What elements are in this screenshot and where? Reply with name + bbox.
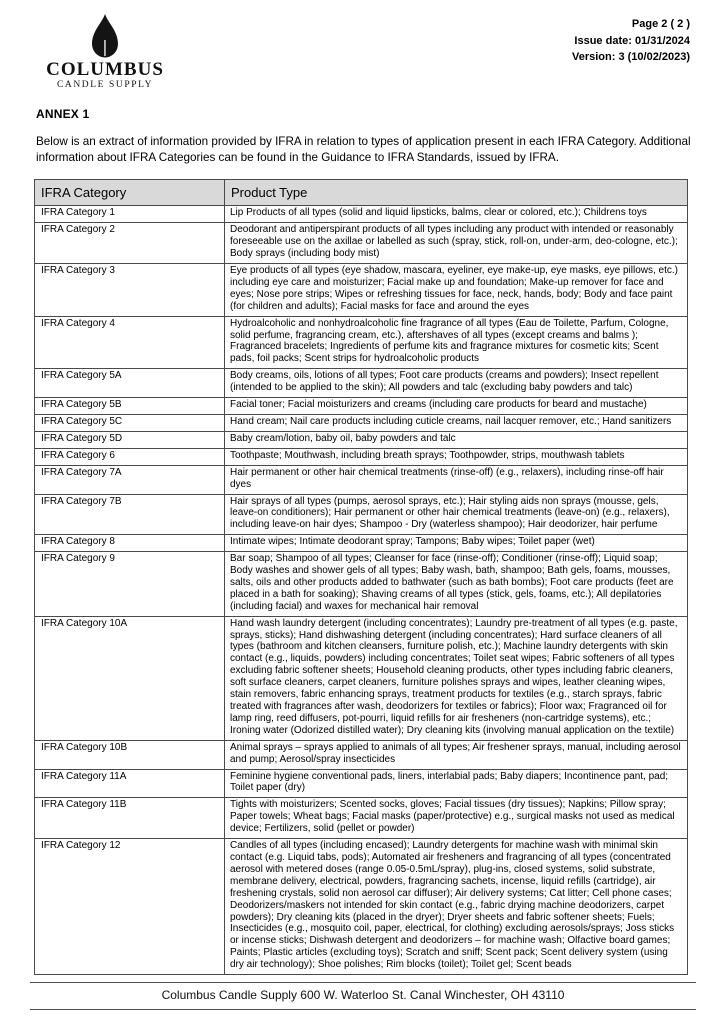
product-type-cell: Facial toner; Facial moisturizers and creams (including care products for beard and mustache) xyxy=(225,398,688,415)
footer-address: Columbus Candle Supply 600 W. Waterloo St. Canal Winchester, OH 43110 xyxy=(161,988,565,1002)
product-type-cell: Body creams, oils, lotions of all types; Foot care products (creams and powders); Insect repellent (intended to be applied to the skin); All powders and talc (excluding baby powders and talc) xyxy=(225,369,688,398)
company-logo xyxy=(34,12,170,90)
issue-date: Issue date: 01/31/2024 xyxy=(574,34,690,47)
ifra-category-cell: IFRA Category 5D xyxy=(35,431,225,448)
product-type-cell: Hair permanent or other hair chemical treatments (rinse-off) (e.g., relaxers), including rinse-off hair dyes xyxy=(225,465,688,494)
ifra-category-cell: IFRA Category 8 xyxy=(35,535,225,552)
ifra-category-table xyxy=(34,179,688,975)
product-type-cell: Deodorant and antiperspirant products of all types including any product with intended or reasonably foreseeable use on the axillae or labelled as such (spray, stick, roll-on, under-arm, deo-cologne, etc.); Body sprays (including body mist) xyxy=(225,223,688,264)
table-header-row xyxy=(35,180,688,206)
product-type-cell: Intimate wipes; Intimate deodorant spray; Tampons; Baby wipes; Toilet paper (wet) xyxy=(225,535,688,552)
table-row xyxy=(35,223,688,264)
table-row xyxy=(35,431,688,448)
table-row xyxy=(35,264,688,317)
logo-name: COLUMBUS xyxy=(46,59,164,80)
ifra-category-cell: IFRA Category 7A xyxy=(35,465,225,494)
ifra-category-cell: IFRA Category 3 xyxy=(35,264,225,317)
table-row xyxy=(35,316,688,369)
product-type-cell: Feminine hygiene conventional pads, liners, interlabial pads; Baby diapers; Incontinence pant, pad; Toilet paper (dry) xyxy=(225,769,688,798)
ifra-category-cell: IFRA Category 11A xyxy=(35,769,225,798)
annex-title: ANNEX 1 xyxy=(36,107,90,122)
ifra-category-cell: IFRA Category 2 xyxy=(35,223,225,264)
flame-icon xyxy=(87,14,123,60)
product-type-cell: Candles of all types (including encased); Laundry detergents for machine wash with minimal skin contact (e.g. Liquid tabs, pods); Automated air fresheners and fragrancing of all types (concentrated aerosol with metered doses (range 0.05-0.5mL/spray), plug-ins, closed systems, solid substrate, membrane delivery, electrical, powders, fragrancing sachets, incense, liquid refills (cartridge), air freshening crystals, solid non aerosol car diffuser); Air delivery systems; Cat litter; Cell phone cases; Deodorizers/maskers not intended for skin contact (e.g., fabric drying machine deodorizers, carpet powders); Dry cleaning kits (placed in the dryer); Dryer sheets and fabric softener sheets; Fuels; Insecticides (e.g., mosquito coil, paper, electrical, for clothing) excluding aerosols/sprays; Joss sticks or incense sticks; Dishwash detergent and deodorizers – for machine wash; Olfactive board games; Paints; Plastic articles (excluding toys); Scratch and sniff; Scent pack; Scent delivery system (using dry air technology); Shoe polishes; Rim blocks (toilet); Toilet gel; Scent beads xyxy=(225,839,688,975)
page-number: Page 2 ( 2 ) xyxy=(631,18,690,30)
product-type-cell: Toothpaste; Mouthwash, including breath sprays; Toothpowder, strips, mouthwash tablets xyxy=(225,448,688,465)
table-row xyxy=(35,206,688,223)
ifra-category-cell: IFRA Category 5C xyxy=(35,414,225,431)
ifra-category-cell: IFRA Category 10B xyxy=(35,740,225,769)
ifra-category-cell: IFRA Category 12 xyxy=(35,839,225,975)
logo-subtitle: CANDLE SUPPLY xyxy=(56,80,154,91)
product-type-cell: Bar soap; Shampoo of all types; Cleanser for face (rinse-off); Conditioner (rinse-off); Liquid soap; Body washes and shower gels of all types; Baby wash, bath, shampoo; Bath gels, foams, mousses, salts, oils and other products added to bathwater (such as bath bombs); Foot care products (feet are placed in a bath for soaking); Shaving creams of all types (stick, gels, foams, etc.); All depilatories (including facial) and waxes for mechanical hair removal xyxy=(225,552,688,617)
table-row xyxy=(35,798,688,839)
ifra-category-cell: IFRA Category 7B xyxy=(35,494,225,535)
column-header-ifra-category: IFRA Category xyxy=(35,180,225,206)
product-type-cell: Hand cream; Nail care products including cuticle creams, nail lacquer remover, etc.; Hand sanitizers xyxy=(225,414,688,431)
ifra-category-cell: IFRA Category 5A xyxy=(35,369,225,398)
table-row xyxy=(35,535,688,552)
table-row xyxy=(35,448,688,465)
ifra-category-cell: IFRA Category 4 xyxy=(35,316,225,369)
product-type-cell: Animal sprays – sprays applied to animals of all types; Air freshener sprays, manual, including aerosol and pump; Aerosol/spray insecticides xyxy=(225,740,688,769)
table-row xyxy=(35,740,688,769)
product-type-cell: Hydroalcoholic and nonhydroalcoholic fine fragrance of all types (Eau de Toilette, Parfum, Cologne, solid perfume, fragrancing cream, etc.), aftershaves of all types (except creams and balms ); Fragranced bracelets; Ingredients of perfume kits and fragrance mixtures for cosmetic kits; Scent pads, foil packs; Scent strips for hydroalcoholic products xyxy=(225,316,688,369)
product-type-cell: Hand wash laundry detergent (including concentrates); Laundry pre-treatment of all types (e.g. paste, sprays, sticks); Hand dishwashing detergent (including concentrates); Hard surface cleaners of all types (bathroom and kitchen cleansers, furniture polish, etc.); Machine laundry detergents with skin contact (e.g., liquids, powders) including concentrates; Toilet seat wipes; Fabric softeners of all types excluding fabric softener sheets; Household cleaning products, other types including fabric cleaners, soft surface cleaners, carpet cleaners, furniture polishes sprays and wipes, leather cleaning wipes, stain removers, fabric enhancing sprays, treatment products for textiles (e.g., starch sprays, fabric treated with fragrances after wash, deodorizers for textiles or fabrics); Floor wax; Fragranced oil for lamp ring, reed diffusers, pot-pourri, liquid refills for air fresheners (non-cartridge systems), etc.; Ironing water (Odorized distilled water); Dry cleaning kits (involving manual application on the textile) xyxy=(225,616,688,740)
table-row xyxy=(35,414,688,431)
product-type-cell: Tights with moisturizers; Scented socks, gloves; Facial tissues (dry tissues); Napkins; Pillow spray; Paper towels; Wheat bags; Facial masks (paper/protective) e.g., surgical masks not used as medical device; Fertilizers, solid (pellet or powder) xyxy=(225,798,688,839)
product-type-cell: Eye products of all types (eye shadow, mascara, eyeliner, eye make-up, eye masks, eye pillows, etc.) including eye care and moisturizer; Facial make up and foundation; Make-up remover for face and eyes; Nose pore strips; Wipes or refreshing tissues for face, neck, hands, body; Body and face paint (for children and adults); Facial masks for face and around the eyes xyxy=(225,264,688,317)
table-row xyxy=(35,552,688,617)
intro-paragraph: Below is an extract of information provided by IFRA in relation to types of application present in each IFRA Category. Additional information about IFRA Categories can be found in the Guidance to IFRA Standards, issued by IFRA. xyxy=(36,135,691,165)
product-type-cell: Baby cream/lotion, baby oil, baby powders and talc xyxy=(225,431,688,448)
table-row xyxy=(35,398,688,415)
table-row xyxy=(35,465,688,494)
ifra-category-cell: IFRA Category 1 xyxy=(35,206,225,223)
ifra-category-cell: IFRA Category 11B xyxy=(35,798,225,839)
table-row xyxy=(35,839,688,975)
table-row xyxy=(35,769,688,798)
table-body xyxy=(35,206,688,975)
column-header-product-type: Product Type xyxy=(225,180,688,206)
table-row xyxy=(35,494,688,535)
ifra-category-cell: IFRA Category 9 xyxy=(35,552,225,617)
version: Version: 3 (10/02/2023) xyxy=(571,51,690,63)
product-type-cell: Lip Products of all types (solid and liquid lipsticks, balms, clear or colored, etc.); Childrens toys xyxy=(225,206,688,223)
ifra-category-cell: IFRA Category 5B xyxy=(35,398,225,415)
page-footer xyxy=(30,982,696,1010)
table-row xyxy=(35,369,688,398)
page-header xyxy=(34,12,690,90)
document-meta xyxy=(572,12,690,66)
ifra-category-cell: IFRA Category 6 xyxy=(35,448,225,465)
product-type-cell: Hair sprays of all types (pumps, aerosol sprays, etc.); Hair styling aids non sprays (mousse, gels, leave-on conditioners); Hair permanent or other hair chemical treatments (leave-on) (e.g., relaxers), including leave-on hair dyes; Shampoo - Dry (waterless shampoo); Hair deodorizer, hair perfume xyxy=(225,494,688,535)
ifra-category-cell: IFRA Category 10A xyxy=(35,616,225,740)
table-header xyxy=(35,180,688,206)
table-row xyxy=(35,616,688,740)
